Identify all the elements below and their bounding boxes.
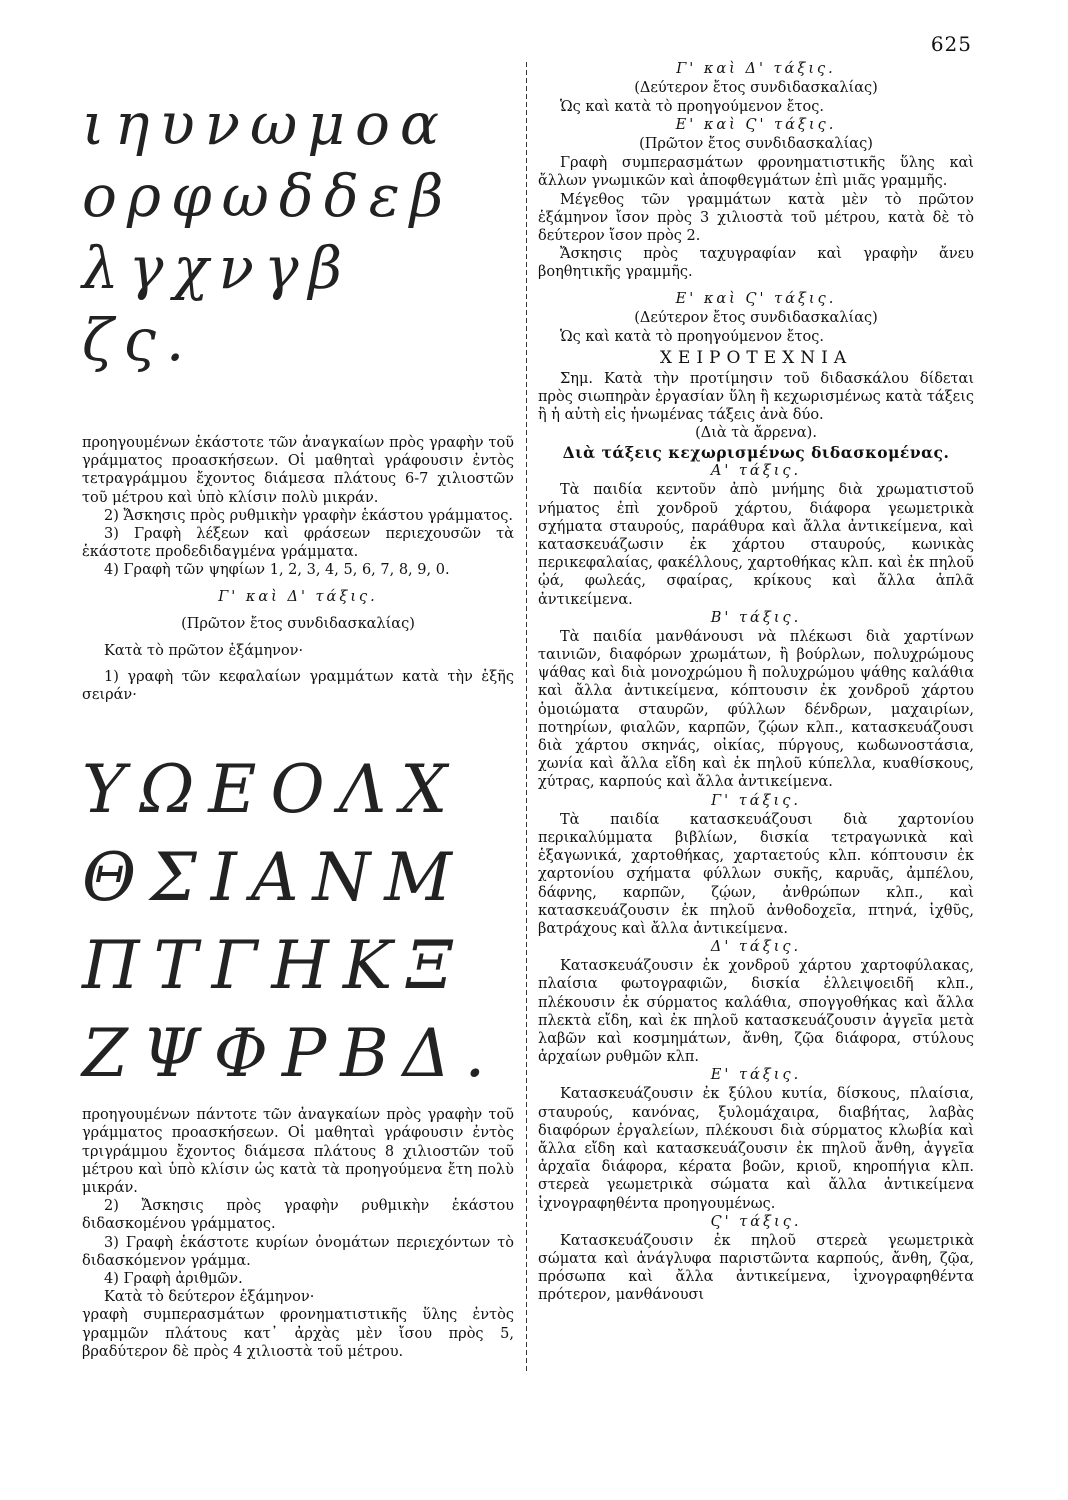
chapter-title: ΧΕΙΡΟΤΕΧΝΙΑ bbox=[659, 347, 853, 368]
script-letters-row: λγχνγβ bbox=[82, 234, 353, 302]
paragraph: 4) Γραφὴ ἀριθμῶν. bbox=[104, 1271, 243, 1288]
section-subheading: (Δεύτερον ἔτος συνδιδασκαλίας) bbox=[634, 309, 878, 326]
paragraph: 1) γραφὴ τῶν κεφαλαίων γραμμάτων κατὰ τὴν ἑξῆς σειράν· bbox=[82, 668, 514, 704]
left-column bbox=[82, 88, 514, 1361]
paragraph: Τὰ παιδία κεντοῦν ἀπὸ μνήμης διὰ χρωματιστοῦ νήματος ἐπὶ χονδροῦ χάρτου, διάφορα γεωμετρικὰ σχήματα σταυρούς, παράθυρα καὶ ἄλλα ἀντικείμενα, καὶ κατασκευάζωσιν ἐκ χάρτου σταυρούς, κωνικὰς περικεφαλαίας, φακέλλους, χαρτοθήκας κλπ. καὶ ἐκ πηλοῦ ᾠά, φωλεάς, σφαίρας, κρίκους καὶ ἄλλα ἁπλᾶ ἀντικείμενα. bbox=[538, 482, 974, 608]
paragraph: Ἄσκησις πρὸς ταχυγραφίαν καὶ γραφὴν ἄνευ βοηθητικῆς γραμμῆς. bbox=[538, 246, 974, 281]
paragraph: Κατὰ τὸ πρῶτον ἑξάμηνον· bbox=[104, 642, 304, 659]
section-subheading: (Πρῶτον ἔτος συνδιδασκαλίας) bbox=[181, 615, 415, 632]
script-capitals-row: ΘΣΙΑΝΜ bbox=[82, 839, 466, 917]
paragraph: 2) Ἄσκησις πρὸς ρυθμικὴν γραφὴν ἑκάστου γράμματος. bbox=[104, 507, 514, 524]
section-heading: Γ' καὶ Δ' τάξις. bbox=[218, 588, 378, 605]
script-capitals-row: ΠΤΓΗΚΞ bbox=[82, 927, 467, 1005]
note-paragraph: Σημ. Κατὰ τὴν προτίμησιν τοῦ διδασκάλου δίδεται πρὸς σιωπηρὰν ἐργασίαν ὕλη ἢ κεχωρισμένως κατὰ τάξεις ἢ ἡ αὐτὴ εἰς ἡνωμένας τάξεις ἀνὰ δύο. bbox=[538, 370, 974, 424]
script-letters-row: ζς. bbox=[82, 306, 195, 374]
paragraph: Τὰ παιδία κατασκευάζουσι διὰ χαρτονίου περικαλύμματα βιβλίων, δισκία τετραγωνικὰ καὶ ἑξαγωνικά, χαρτοθήκας, χαρταετούς κλπ. κόπτουσιν ἐκ χαρτονίου σχήματα φύλλων συκῆς, καρυᾶς, ἀμπέλου, δάφνης, καρπῶν, ζῴων, ἀνθρώπων κλπ., καὶ κατασκευάζουσιν ἐκ πηλοῦ ἀνθοδοχεῖα, πτηνά, ἰχθῦς, βατράχους καὶ ἄλλα ἀντικείμενα. bbox=[538, 811, 974, 937]
script-capitals-row: ΥΩΕΟΛΧ bbox=[82, 751, 462, 829]
section-heading: Δ' τάξις. bbox=[710, 939, 802, 956]
paragraph: 2) Ἄσκησις πρὸς γραφὴν ρυθμικὴν ἑκάστου διδασκομένου γράμματος. bbox=[82, 1198, 514, 1233]
section-subheading: (Διὰ τὰ ἄρρενα). bbox=[695, 425, 817, 442]
section-heading: Γ' καὶ Δ' τάξις. bbox=[676, 61, 836, 77]
bold-heading: Διὰ τάξεις κεχωρισμένως διδασκομένας. bbox=[562, 443, 950, 463]
paragraph: Γραφὴ συμπερασμάτων φρονηματιστικῆς ὕλης καὶ ἄλλων γνωμικῶν καὶ ἀποφθεγμάτων ἐπὶ μιᾶς γραμμῆς. bbox=[538, 155, 974, 190]
section-heading: Ε' καὶ Ϛ' τάξις. bbox=[675, 117, 837, 134]
paragraph: Κατασκευάζουσιν ἐκ χονδροῦ χάρτου χαρτοφύλακας, πλαίσια φωτογραφιῶν, δισκία ἐλλειψοειδῆ κλπ., πλέκουσιν ἐκ σύρματος καλάθια, σπογγοθήκας καὶ ἄλλα πλεκτὰ εἴδη, καὶ ἐκ πηλοῦ κατασκευάζουσιν ἀγγεῖα μετὰ λαβῶν καὶ κοσμημάτων, ἄνθη, ζῷα διάφορα, στύλους ἀρχαίων ρυθμῶν κλπ. bbox=[538, 958, 974, 1066]
paragraph: Τὰ παιδία μανθάνουσι νὰ πλέκωσι διὰ χαρτίνων ταινιῶν, διαφόρων χρωμάτων, ἢ βούρλων, πολυχρώμους ψάθας καὶ διὰ μονοχρώμου ἢ πολυχρώμου ψάθης καλάθια καὶ ἄλλα ἀντικείμενα, κόπτουσιν ἐκ χονδροῦ χάρτου ὁμοιώματα σταυρῶν, φύλλων δένδρων, μαχαιρίων, ποτηρίων, φιαλῶν, καρπῶν, ζῴων κλπ., κατασκευάζουσι διὰ χάρτου σκηνάς, οἰκίας, πύργους, κωδωνοστάσια, χωνία καὶ ἄλλα εἴδη καὶ ἐκ πηλοῦ κύπελλα, κυαθίσκους, χύτρας, καρπούς καὶ ἄλλα ἀντικείμενα. bbox=[538, 628, 974, 791]
section-heading: Ε' τάξις. bbox=[710, 1067, 802, 1084]
page-number: 625 bbox=[930, 32, 972, 56]
script-capitals-row: ΖΨΦΡΒΔ. bbox=[82, 1015, 500, 1093]
paragraph: Ὡς καὶ κατὰ τὸ προηγούμενον ἔτος. bbox=[560, 328, 824, 345]
paragraph: 3) Γραφὴ ἑκάστοτε κυρίων ὀνομάτων περιεχόντων τὸ διδασκόμενον γράμμα. bbox=[82, 1234, 514, 1269]
paragraph: Κατασκευάζουσιν ἐκ πηλοῦ στερεὰ γεωμετρικὰ σώματα καὶ ἀνάγλυφα παριστῶντα καρπούς, ἄνθη, ζῷα, πρόσωπα καὶ ἄλλα ἀντικείμενα, ἰχνογραφηθέντα πρότερον, μανθάνουσι bbox=[538, 1232, 974, 1304]
paragraph: Κατὰ τὸ δεύτερον ἑξάμηνον· bbox=[104, 1289, 315, 1306]
script-letters-row: ορφωδδεβ bbox=[82, 162, 454, 230]
paragraph: γραφὴ συμπερασμάτων φρονηματιστικῆς ὕλης ἐντὸς γραμμῶν πλάτους κατ᾿ ἀρχὰς μὲν ἴσου πρὸς 5, βραδύτερον δὲ πρὸς 4 χιλιοστὰ τοῦ μέτρου. bbox=[82, 1307, 514, 1360]
script-letters-row: ιηυνωμοα bbox=[82, 90, 450, 158]
paragraph: Μέγεθος τῶν γραμμάτων κατὰ μὲν τὸ πρῶτον ἑξάμηνον ἴσον πρὸς 3 χιλιοστὰ τοῦ μέτρου, κατὰ δὲ τὸ δεύτερον ἴσον πρὸς 2. bbox=[538, 191, 974, 245]
right-column bbox=[538, 60, 974, 1305]
paragraph: Κατασκευάζουσιν ἐκ ξύλου κυτία, δίσκους, πλαίσια, σταυρούς, κανόνας, ξυλομάχαιρα, διαβήτας, λαβὰς διαφόρων ἐργαλείων, πλέκουσι διὰ σύρματος κλωβία καὶ ἄλλα εἴδη καὶ κατασκευάζουσιν ἐκ πηλοῦ ἄνθη, ἀγγεῖα ἀρχαῖα διάφορα, κέρατα βοῶν, κριοῦ, κηροπήγια κλπ. στερεὰ γεωμετρικὰ σώματα καὶ ἄλλα ἀντικείμενα ἰχνογραφηθέντα προηγουμένως. bbox=[538, 1086, 974, 1212]
column-divider bbox=[526, 62, 527, 1372]
paragraph: προηγουμένων ἑκάστοτε τῶν ἀναγκαίων πρὸς γραφὴν τοῦ γράμματος προασκήσεων. Οἱ μαθηταὶ γράφουσιν ἐντὸς τετραγράμμου ἔχοντος διάμεσα πλάτους 6-7 χιλιοστῶν τοῦ μέτρου καὶ ὑπὸ κλίσιν πολὺ μικράν. bbox=[82, 435, 514, 506]
paragraph: 4) Γραφὴ τῶν ψηφίων 1, 2, 3, 4, 5, 6, 7, 8, 9, 0. bbox=[104, 562, 450, 579]
paragraph: 3) Γραφὴ λέξεων καὶ φράσεων περιεχουσῶν τὰ ἑκάστοτε προδεδιδαγμένα γράμματα. bbox=[82, 526, 514, 561]
section-heading: Ϛ' τάξις. bbox=[710, 1213, 802, 1230]
paragraph: Ὡς καὶ κατὰ τὸ προηγούμενον ἔτος. bbox=[560, 99, 824, 115]
section-heading: Β' τάξις. bbox=[710, 609, 802, 626]
section-subheading: (Πρῶτον ἔτος συνδιδασκαλίας) bbox=[639, 136, 873, 153]
paragraph: προηγουμένων πάντοτε τῶν ἀναγκαίων πρὸς γραφὴν τοῦ γράμματος προασκήσεων. Οἱ μαθηταὶ γράφουσιν ἐντὸς τριγράμμου ἔχοντος διάμεσα πλάτους 8 χιλιοστῶν τοῦ μέτρου καὶ ὑπὸ κλίσιν ὡς κατὰ τὰ προηγούμενα ἔτη πολὺ μικράν. bbox=[82, 1107, 514, 1197]
section-heading: Ε' καὶ Ϛ' τάξις. bbox=[675, 290, 837, 307]
section-subheading: (Δεύτερον ἔτος συνδιδασκαλίας) bbox=[634, 80, 878, 96]
section-heading: Α' τάξις. bbox=[710, 463, 802, 480]
section-heading: Γ' τάξις. bbox=[711, 792, 801, 809]
